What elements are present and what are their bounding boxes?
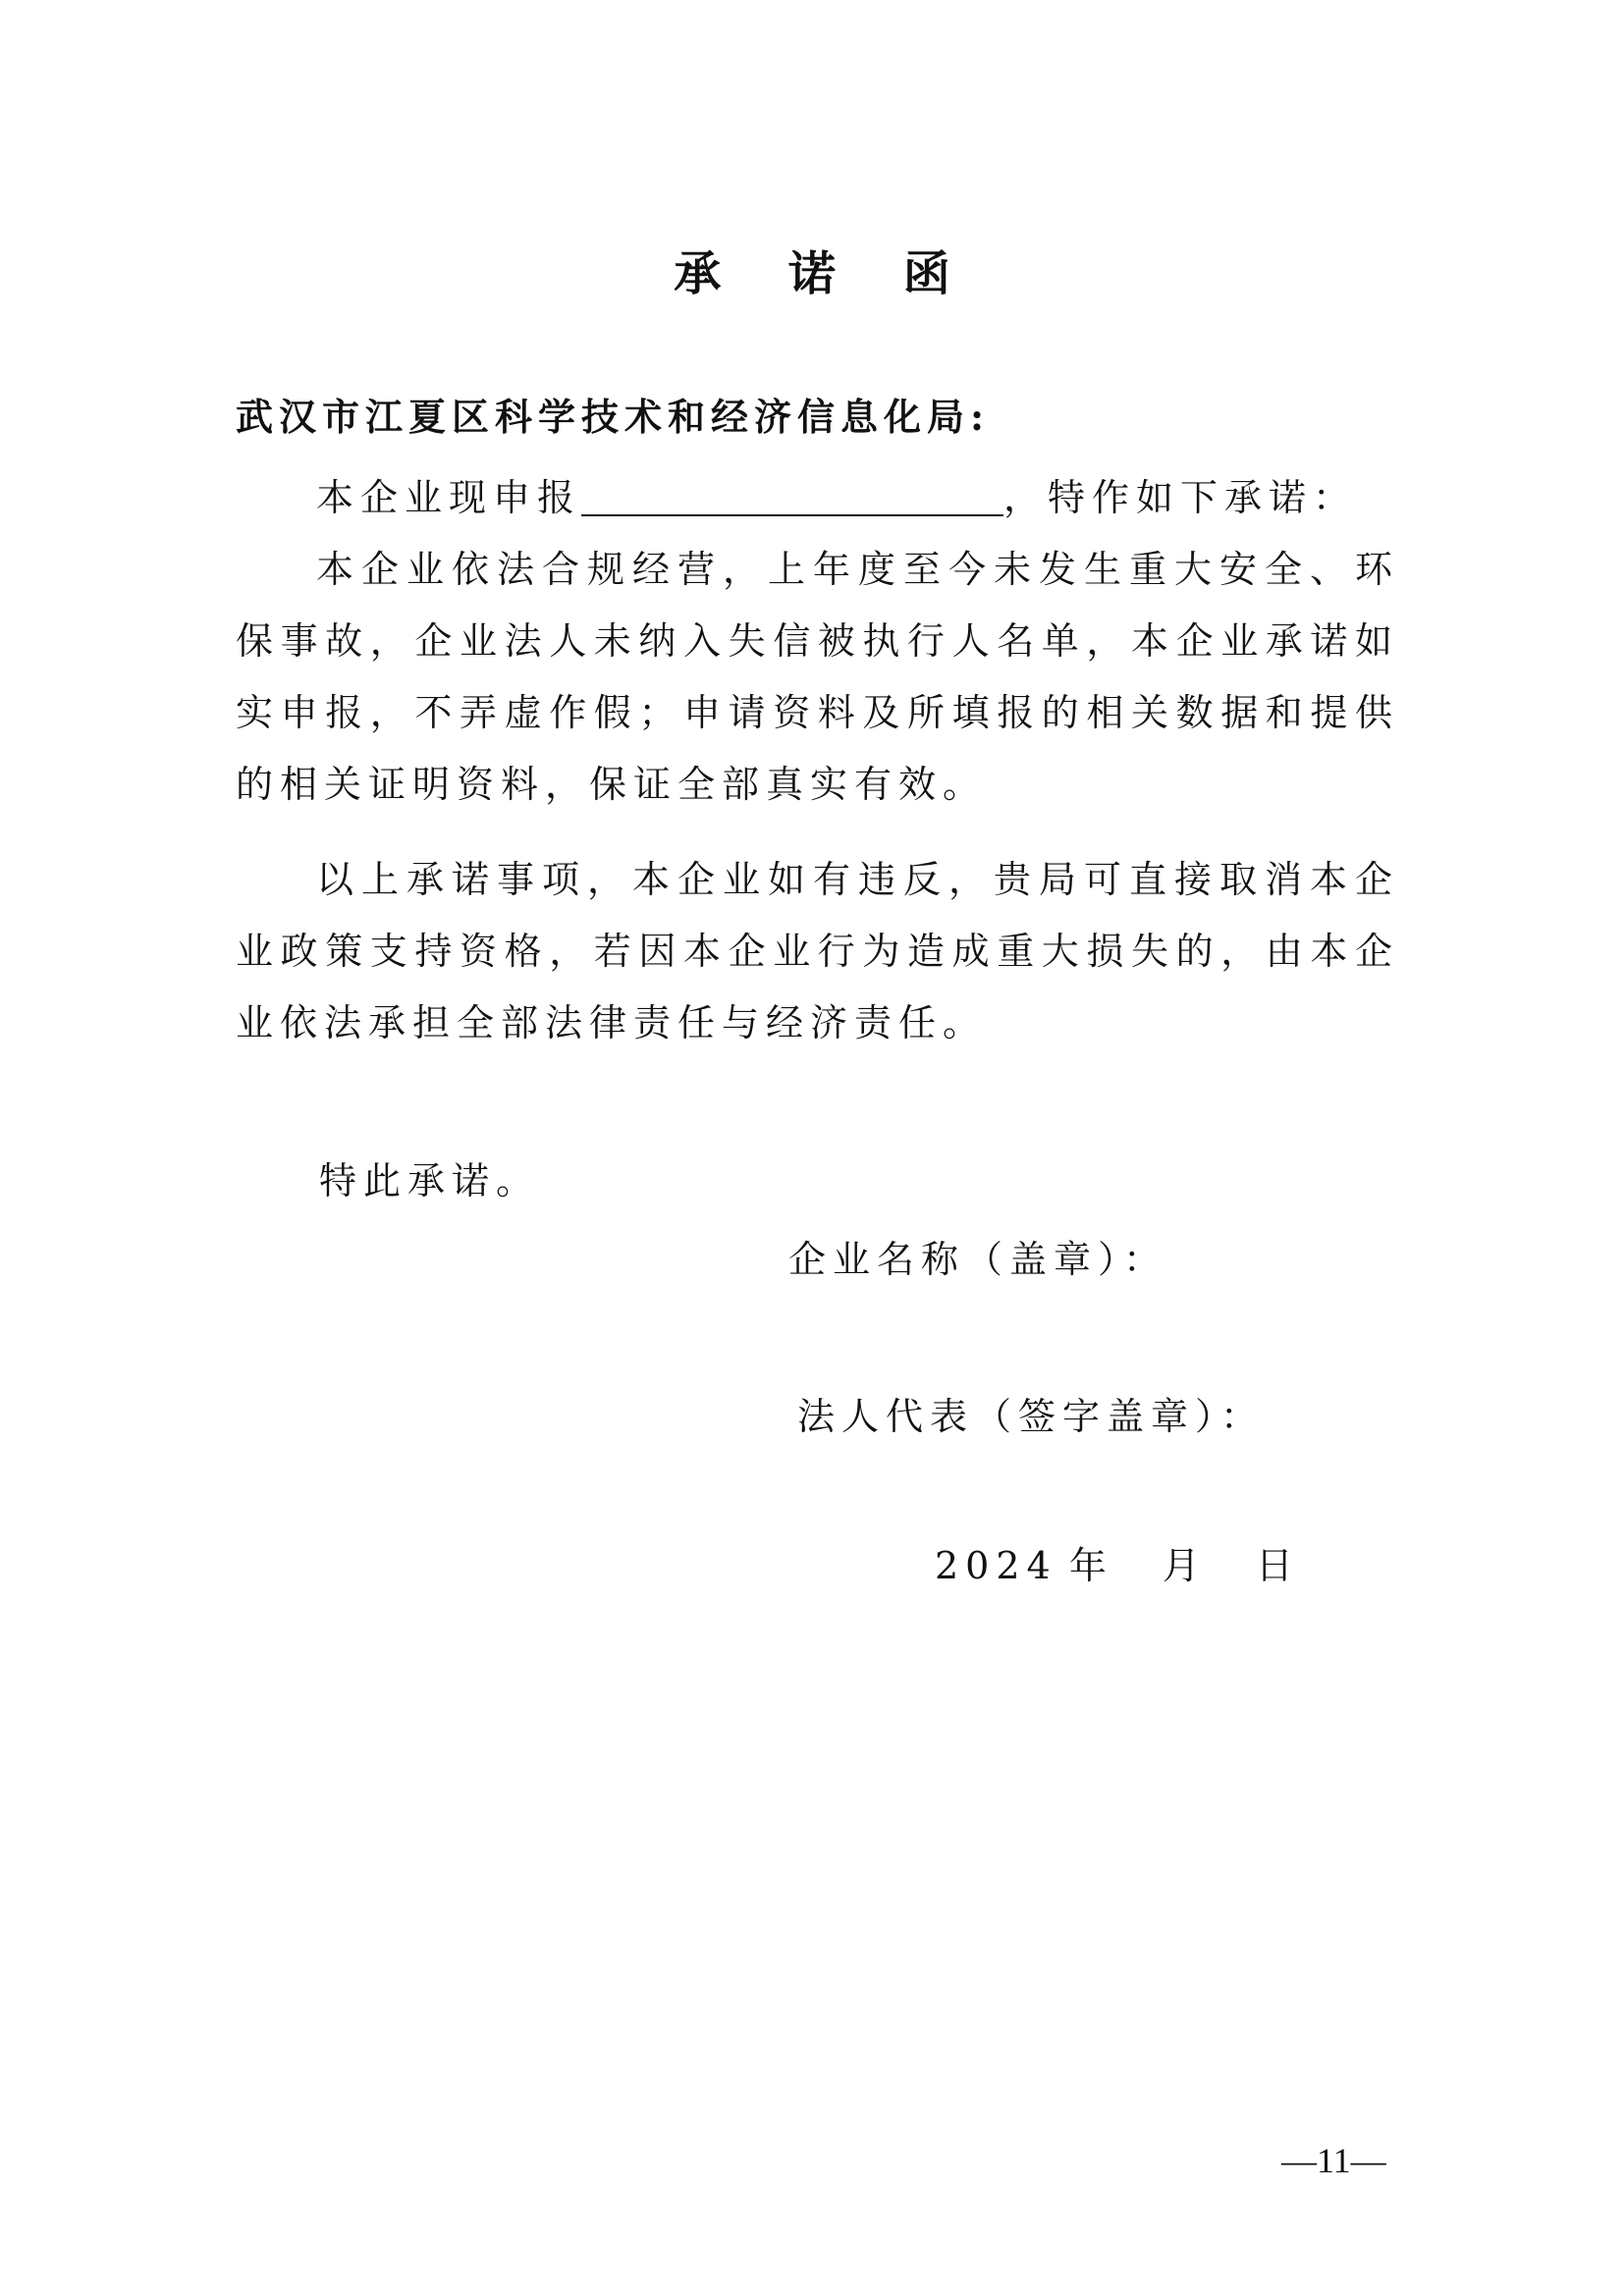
date-year: 2024 bbox=[935, 1544, 1057, 1587]
paragraph-declaration bbox=[236, 462, 1399, 534]
signature-date bbox=[935, 1536, 1300, 1595]
declaration-prefix: 本企业现申报 bbox=[316, 476, 582, 519]
date-day-unit: 日 bbox=[1255, 1544, 1300, 1587]
declaration-suffix: ，特作如下承诺： bbox=[1003, 476, 1358, 519]
closing-statement: 特此承诺。 bbox=[319, 1159, 541, 1202]
date-year-unit: 年 bbox=[1068, 1544, 1113, 1587]
addressee: 武汉市江夏区科学技术和经济信息化局: bbox=[236, 395, 991, 439]
page-number: —11— bbox=[1281, 2141, 1386, 2180]
company-name-seal-label: 企业名称（盖章）： bbox=[788, 1238, 1168, 1281]
document-title: 承 诺 函 bbox=[674, 246, 976, 301]
date-month-unit: 月 bbox=[1162, 1544, 1207, 1587]
paragraph-compliance: 本企业依法合规经营，上年度至今未发生重大安全、环保事故，企业法人未纳入失信被执行人名单，本企业承诺如实申报，不弄虚作假；申请资料及所填报的相关数据和提供的相关证明资料，保证全部真实有效。 bbox=[236, 548, 1399, 806]
project-name-blank bbox=[581, 475, 1003, 516]
legal-representative-label: 法人代表（签字盖章）： bbox=[797, 1395, 1266, 1438]
paragraph-consequences: 以上承诺事项，本企业如有违反，贵局可直接取消本企业政策支持资格，若因本企业行为造成重大损失的，由本企业依法承担全部法律责任与经济责任。 bbox=[236, 858, 1399, 1044]
